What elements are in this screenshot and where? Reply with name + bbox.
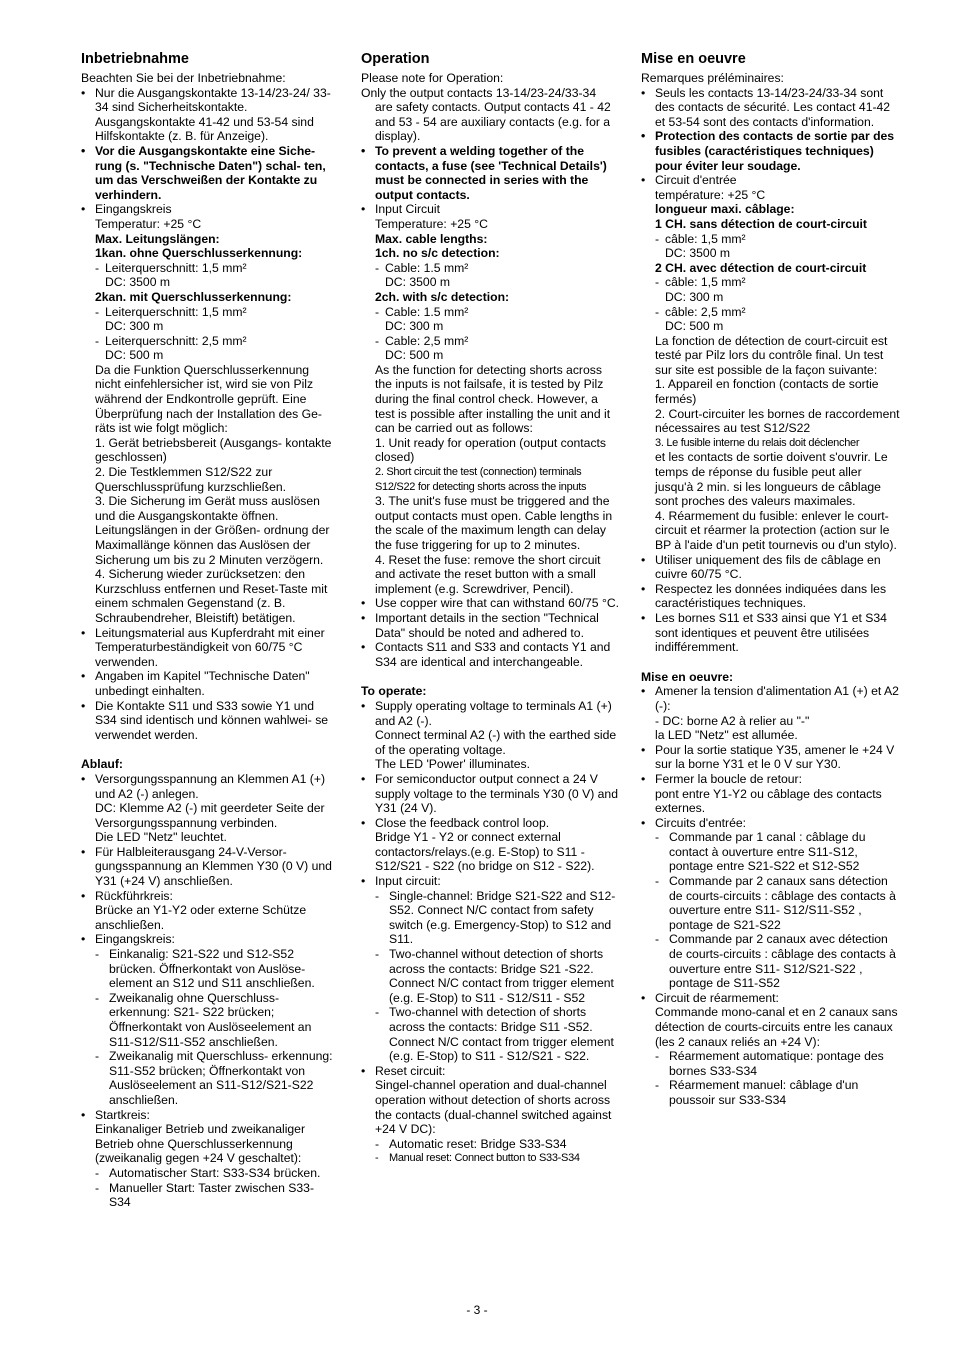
intro-de: Beachten Sie bei der Inbetriebnahme:: [81, 71, 286, 85]
list-item: • Circuit de réarmement: Commande mono-canal et en 2 canaux sans détection de courts-circuits entre les canaux (les 2 canaux reliés an +24 V): - Réarmement automatique: pontage des bornes S33-S34 - Réarmement manuel: câblage d'un poussoir sur S33-S34: [641, 990, 898, 1107]
page-number: - 3 -: [466, 1303, 488, 1317]
list-item: • Protection des contacts de sortie par des fusibles (caractéristiques techniques) pour éviter leur soudage.: [641, 129, 895, 173]
section-title-de: Inbetriebnahme: [81, 51, 189, 67]
list-item: • For semiconductor output connect a 24 V supply voltage to the terminals Y30 (0 V) and Y31 (24 V).: [361, 771, 618, 816]
intro-fr: Remarques préléminaires:: [641, 71, 784, 85]
list-item: • Input Circuit Temperature: +25 °C Max. cable lengths: 1ch. no s/c detection: - Cable: 1.5 mm² DC: 3500 m 2ch. with s/c detection: - Cable: 1.5 mm² DC: 300 m - Cable: 2,5 mm² DC: 500 m As the function for detecting shorts across the inputs is not failsafe, it is tested by Pilz during the final control check. However, a test is possible after installing the unit and it can be carried out as follows: 1. Unit ready for operation (output contacts closed) 2. Short circuit the test (connection) terminals S12/S22 for detecting shorts across the inputs 3. The unit's fuse must be triggered and the output contacts must open. Cable lengths in the scale of the maximum length can delay the fuse triggering for up to 2 minutes. 4. Reset the fuse: remove the short circuit and activate the reset button with a small implement (e.g. Screwdriver, Pencil).: [361, 202, 613, 596]
list-item: • Use copper wire that can withstand 60/75 °C.: [361, 596, 620, 611]
list-item: • Pour la sortie statique Y35, amener le +24 V sur la borne Y31 et le 0 V sur Y30.: [641, 742, 895, 772]
list-item: • Eingangskreis Temperatur: +25 °C Max. Leitungslängen: 1kan. ohne Querschlusserkennung: - Leiterquerschnitt: 1,5 mm² DC: 3500 m 2kan. mit Querschlusserkennung: - Leiterquerschnitt: 1,5 mm² DC: 300 m - Leiterquerschnitt: 2,5 mm² DC: 500 m Da die Funktion Querschlusserkennung nicht einfehlersicher ist, wird sie von Pilz während der Endkontrolle geprüft. Eine Überprüfung nach der Installation des Ge- räts ist wie folgt möglich: 1. Gerät betriebsbereit (Ausgangs- kontakte geschlossen) 2. Die Testklemmen S12/S22 zur Querschlussprüfung kurzschließen. 3. Die Sicherung im Gerät muss auslösen und die Ausgangskontakte öffnen. Leitungslängen in der Größen- ordnung der Maximallänge können das Auslösen der Sicherung um bis zu 2 Minuten verzögern. 4. Sicherung wieder zurücksetzen: den Kurzschluss entfernen und Reset-Taste mit einem schmalen Gegenstand (z. B. Schraubendreher, Bleistift) betätigen.: [81, 202, 332, 625]
list-item: • Seuls les contacts 13-14/23-24/33-34 sont des contacts de sécurité. Les contact 41-42 et 53-54 sont des contacts d'information.: [641, 85, 891, 129]
intro-en: Please note for Operation:: [361, 71, 504, 85]
list-item: • Reset circuit: Singel-channel operation and dual-channel operation without detection of shorts across the contacts (dual-channel switched against +24 V DC): - Automatic reset: Bridge S33-S34 - Manual reset: Connect button to S33-S34: [361, 1063, 612, 1165]
subheading-mise-en-oeuvre: Mise en oeuvre:: [641, 669, 734, 684]
list-item: • Supply operating voltage to terminals A1 (+) and A2 (-). Connect terminal A2 (-) with the earthed side of the operating voltage. The LED 'Power' illuminates.: [361, 698, 617, 772]
list-item: • Circuits d'entrée: - Commande par 1 canal : câblage du contact à ouverture entre S11-S12, pontage entre S21-S22 et S12-S52 - Commande par 2 canaux sans détection de courts-circuits : câblage des contacts à ouverture entre S11- S12/S11-S52 , pontage de S21-S22 - Commande par 2 canaux avec détection de courts-circuits : câblage des contacts à ouverture entre S11- S12/S21-S22 , pontage de S11-S52: [641, 815, 896, 991]
list-item: • Die Kontakte S11 und S33 sowie Y1 und S34 sind identisch und können wahlwei- se verwendet werden.: [81, 698, 329, 742]
list-item: • Leitungsmaterial aus Kupferdraht mit einer Temperaturbeständigkeit von 60/75 °C verwenden.: [81, 625, 325, 669]
steps-list-en: [361, 699, 619, 1166]
list-item: • Important details in the section "Technical Data" should be noted and adhered to.: [361, 610, 599, 640]
list-item: • Für Halbleiterausgang 24-V-Versor- gungsspannung an Klemmen Y30 (0 V) und Y31 (+24 V) anschließen.: [81, 844, 332, 889]
list-item: • Versorgungsspannung an Klemmen A1 (+) und A2 (-) anlegen. DC: Klemme A2 (-) mit geerdeter Seite der Versorgungsspannung verbinden. Die LED "Netz" leuchtet.: [81, 771, 326, 845]
column-english: [361, 50, 619, 1166]
intro-en-3: are safety contacts. Output contacts 41 - 42 and 53 - 54 are auxiliary contacts (e.g. for a display).: [375, 100, 611, 144]
list-item: • Utiliser uniquement des fils de câblage en cuivre 60/75 °C.: [641, 552, 881, 582]
list-item: • Contacts S11 and S33 and contacts Y1 and S34 are identical and interchangeable.: [361, 640, 611, 669]
list-item: • Input circuit: - Single-channel: Bridge S21-S22 and S12-S52. Connect N/C contact from safety switch (e.g. Emergency-Stop) to S12 and S11. - Two-channel without detection of shorts across the contacts: Bridge S21 -S22. Connect N/C contact from trigger element (e.g. E-Stop) to S11 - S12/S11 - S52 - Two-channel with detection of shorts across the contacts: Bridge S11 -S52. Connect N/C contact from trigger element (e.g. E-Stop) to S11 - S12/S21 - S22.: [361, 874, 616, 1064]
subheading-ablauf: Ablauf:: [81, 757, 123, 772]
section-title-en: Operation: [361, 51, 430, 67]
section-title-fr: Mise en oeuvre: [641, 51, 746, 67]
list-item: • Rückführkreis: Brücke an Y1-Y2 oder externe Schütze anschließen.: [81, 888, 307, 932]
steps-list-de: [81, 772, 333, 1210]
notes-list-fr: [641, 86, 901, 655]
list-item: • Nur die Ausgangskontakte 13-14/23-24/ 33-34 sind Sicherheitskontakte. Ausgangskontakte 41-42 und 53-54 sind Hilfskontakte (z. B. für Anzeige).: [81, 85, 331, 144]
list-item: • Amener la tension d'alimentation A1 (+) et A2 (-): - DC: borne A2 à relier au "-" la LED "Netz" est allumée.: [641, 684, 899, 743]
list-item: • Fermer la boucle de retour: pont entre Y1-Y2 ou câblage des contacts externes.: [641, 771, 882, 816]
list-item: • Circuit d'entrée température: +25 °C longueur maxi. câblage: 1 CH. sans détection de court-circuit - câble: 1,5 mm² DC: 3500 m 2 CH. avec détection de court-circuit - câble: 1,5 mm² DC: 300 m - câble: 2,5 mm² DC: 500 m La fonction de détection de court-circuit est testé par Pilz lors du contrôle final. Un test sur site est possible de la façon suivante: 1. Appareil en fonction (contacts de sortie fermés) 2. Court-circuiter les bornes de raccordement nécessaires au test S12/S22 3. Le fusible interne du relais doit déclencher et les contacts de sortie doivent s'ouvrir. Le temps de réponse du fusible peut aller jusqu'à 2 min. si les longueurs de câblage sont proches des valeurs maximales. 4. Réarmement du fusible: enlever le court-circuit et réarmer la protection (action sur le BP à l'aide d'un petit tournevis ou d'un stylo).: [641, 173, 900, 552]
list-item: • To prevent a welding together of the contacts, a fuse (see 'Technical Details') must be connected in series with the output contacts.: [361, 143, 607, 202]
subheading-operate: To operate:: [361, 684, 427, 699]
list-item: • Eingangskreis: - Einkanalig: S21-S22 und S12-S52 brücken. Öffnerkontakt von Auslöse- element an S12 und S11 anschließen. - Zweikanalig ohne Querschluss- erkennung: S21- S22 brücken; Öffnerkontakt von Auslöseelement an S11-S12/S11-S52 anschließen. - Zweikanalig mit Querschluss- erkennung: S11-S52 brücken; Öffnerkontakt von Auslöseelement an S11-S12/S21-S22 anschließen.: [81, 932, 333, 1107]
steps-list-fr: [641, 684, 901, 1107]
column-german: [81, 50, 333, 1210]
column-french: [641, 50, 901, 1108]
list-item: • Les bornes S11 et S33 ainsi que Y1 et S34 sont identiques et peuvent être utilisées indifféremment.: [641, 610, 887, 655]
notes-list-en: [361, 144, 619, 669]
list-item: • Respectez les données indiquées dans les caractéristiques techniques.: [641, 581, 887, 611]
intro-en-2: Only the output contacts 13-14/23-24/33-34: [361, 85, 597, 100]
list-item: • Vor die Ausgangskontakte eine Siche- rung (s. "Technische Daten") schal- ten, um das Verschweißen der Kontakte zu verhindern.: [81, 143, 326, 202]
list-item: • Close the feedback control loop. Bridge Y1 - Y2 or connect external contactors/relays.(e.g. E-Stop) to S11 - S12/S21 - S22 (no bridge on S12 - S22).: [361, 815, 595, 874]
list-item: • Angaben im Kapitel "Technische Daten" unbedingt einhalten.: [81, 669, 310, 698]
list-item: • Startkreis: Einkanaliger Betrieb und zweikanaliger Betrieb ohne Querschlusserkennung (zweikanalig gegen +24 V geschaltet): - Automatischer Start: S33-S34 brücken. - Manueller Start: Taster zwischen S33- S34: [81, 1107, 321, 1210]
notes-list-de: [81, 86, 333, 743]
